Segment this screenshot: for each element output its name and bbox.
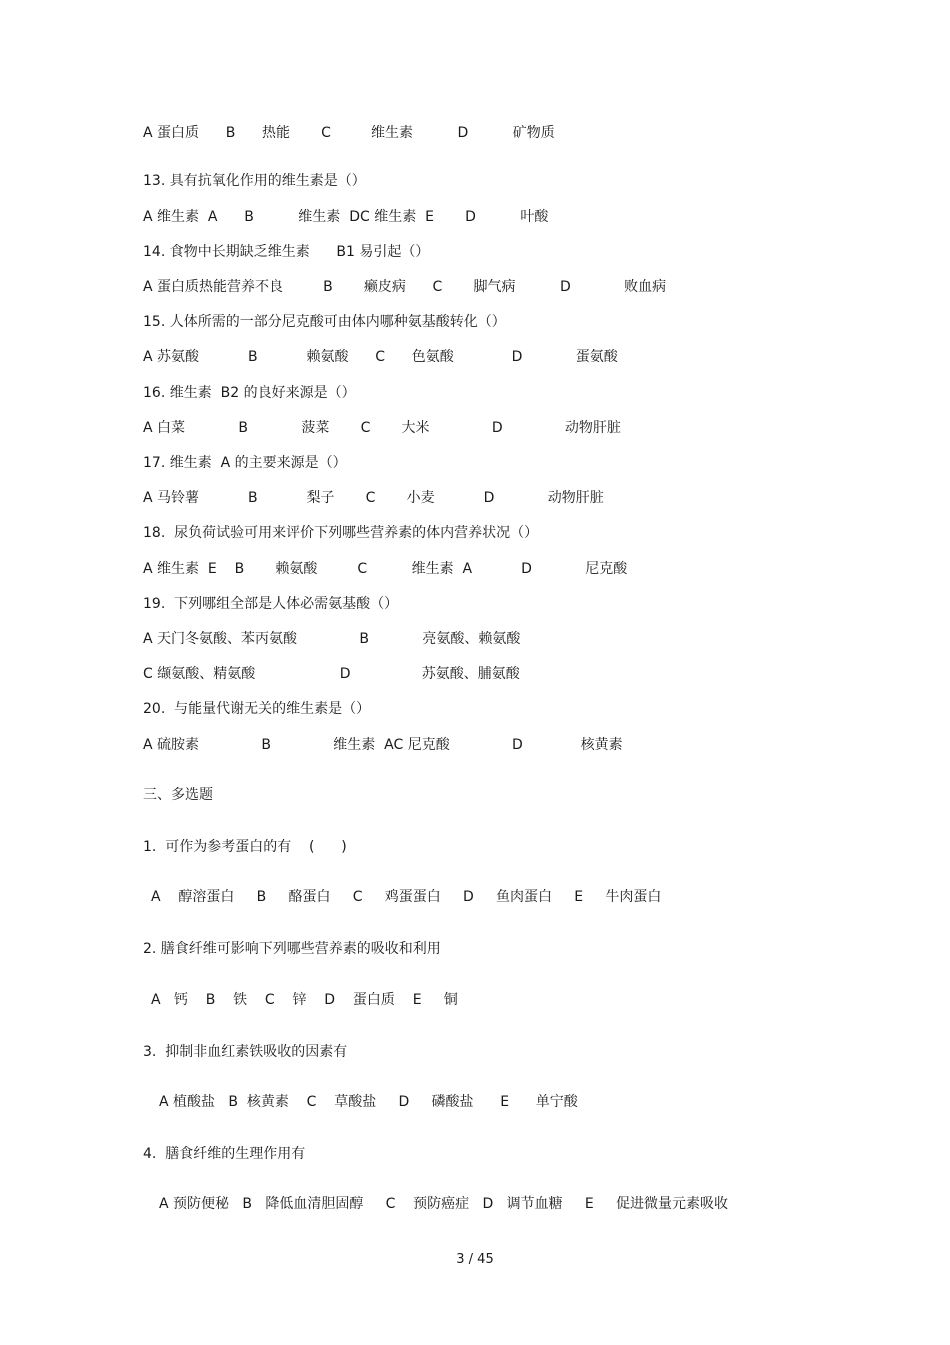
- answer-options-19b: C 缬氨酸、精氨酸 D 苏氨酸、脯氨酸: [143, 666, 520, 682]
- question-14: 14. 食物中长期缺乏维生素 B1 易引起（）: [143, 244, 430, 260]
- page-number: 3 / 45: [456, 1252, 494, 1267]
- question-16: 16. 维生素 B2 的良好来源是（）: [143, 385, 356, 401]
- question-20: 20. 与能量代谢无关的维生素是（）: [143, 701, 371, 717]
- question-17: 17. 维生素 A 的主要来源是（）: [143, 455, 347, 471]
- answer-options-line: A 蛋白质 B 热能 C 维生素 D 矿物质: [143, 125, 555, 141]
- multi-question-4: 4. 膳食纤维的生理作用有: [143, 1146, 306, 1162]
- section-heading: 三、多选题: [143, 787, 213, 803]
- answer-options-19a: A 天门冬氨酸、苯丙氨酸 B 亮氨酸、赖氨酸: [143, 631, 521, 647]
- multi-options-2: A 钙 B 铁 C 锌 D 蛋白质 E 铜: [151, 992, 458, 1008]
- answer-options-14: A 蛋白质热能营养不良 B 癞皮病 C 脚气病 D 败血病: [143, 279, 667, 295]
- answer-options-17: A 马铃薯 B 梨子 C 小麦 D 动物肝脏: [143, 490, 604, 506]
- multi-question-2: 2. 膳食纤维可影响下列哪些营养素的吸收和利用: [143, 941, 441, 957]
- answer-options-18: A 维生素 E B 赖氨酸 C 维生素 A D 尼克酸: [143, 561, 628, 577]
- question-13: 13. 具有抗氧化作用的维生素是（）: [143, 173, 366, 189]
- question-19: 19. 下列哪组全部是人体必需氨基酸（）: [143, 596, 399, 612]
- multi-question-3: 3. 抑制非血红素铁吸收的因素有: [143, 1044, 348, 1060]
- answer-options-16: A 白菜 B 菠菜 C 大米 D 动物肝脏: [143, 420, 621, 436]
- multi-options-3: A 植酸盐 B 核黄素 C 草酸盐 D 磷酸盐 E 单宁酸: [159, 1094, 578, 1110]
- question-15: 15. 人体所需的一部分尼克酸可由体内哪种氨基酸转化（）: [143, 314, 506, 330]
- multi-options-1: A 醇溶蛋白 B 酪蛋白 C 鸡蛋蛋白 D 鱼肉蛋白 E 牛肉蛋白: [151, 889, 662, 905]
- question-18: 18. 尿负荷试验可用来评价下列哪些营养素的体内营养状况（）: [143, 525, 539, 541]
- answer-options-13: A 维生素 A B 维生素 DC 维生素 E D 叶酸: [143, 209, 549, 225]
- multi-options-4: A 预防便秘 B 降低血清胆固醇 C 预防癌症 D 调节血糖 E 促进微量元素吸收: [159, 1196, 728, 1212]
- answer-options-20: A 硫胺素 B 维生素 AC 尼克酸 D 核黄素: [143, 737, 623, 753]
- multi-question-1: 1. 可作为参考蛋白的有 ( ): [143, 839, 347, 855]
- answer-options-15: A 苏氨酸 B 赖氨酸 C 色氨酸 D 蛋氨酸: [143, 349, 618, 365]
